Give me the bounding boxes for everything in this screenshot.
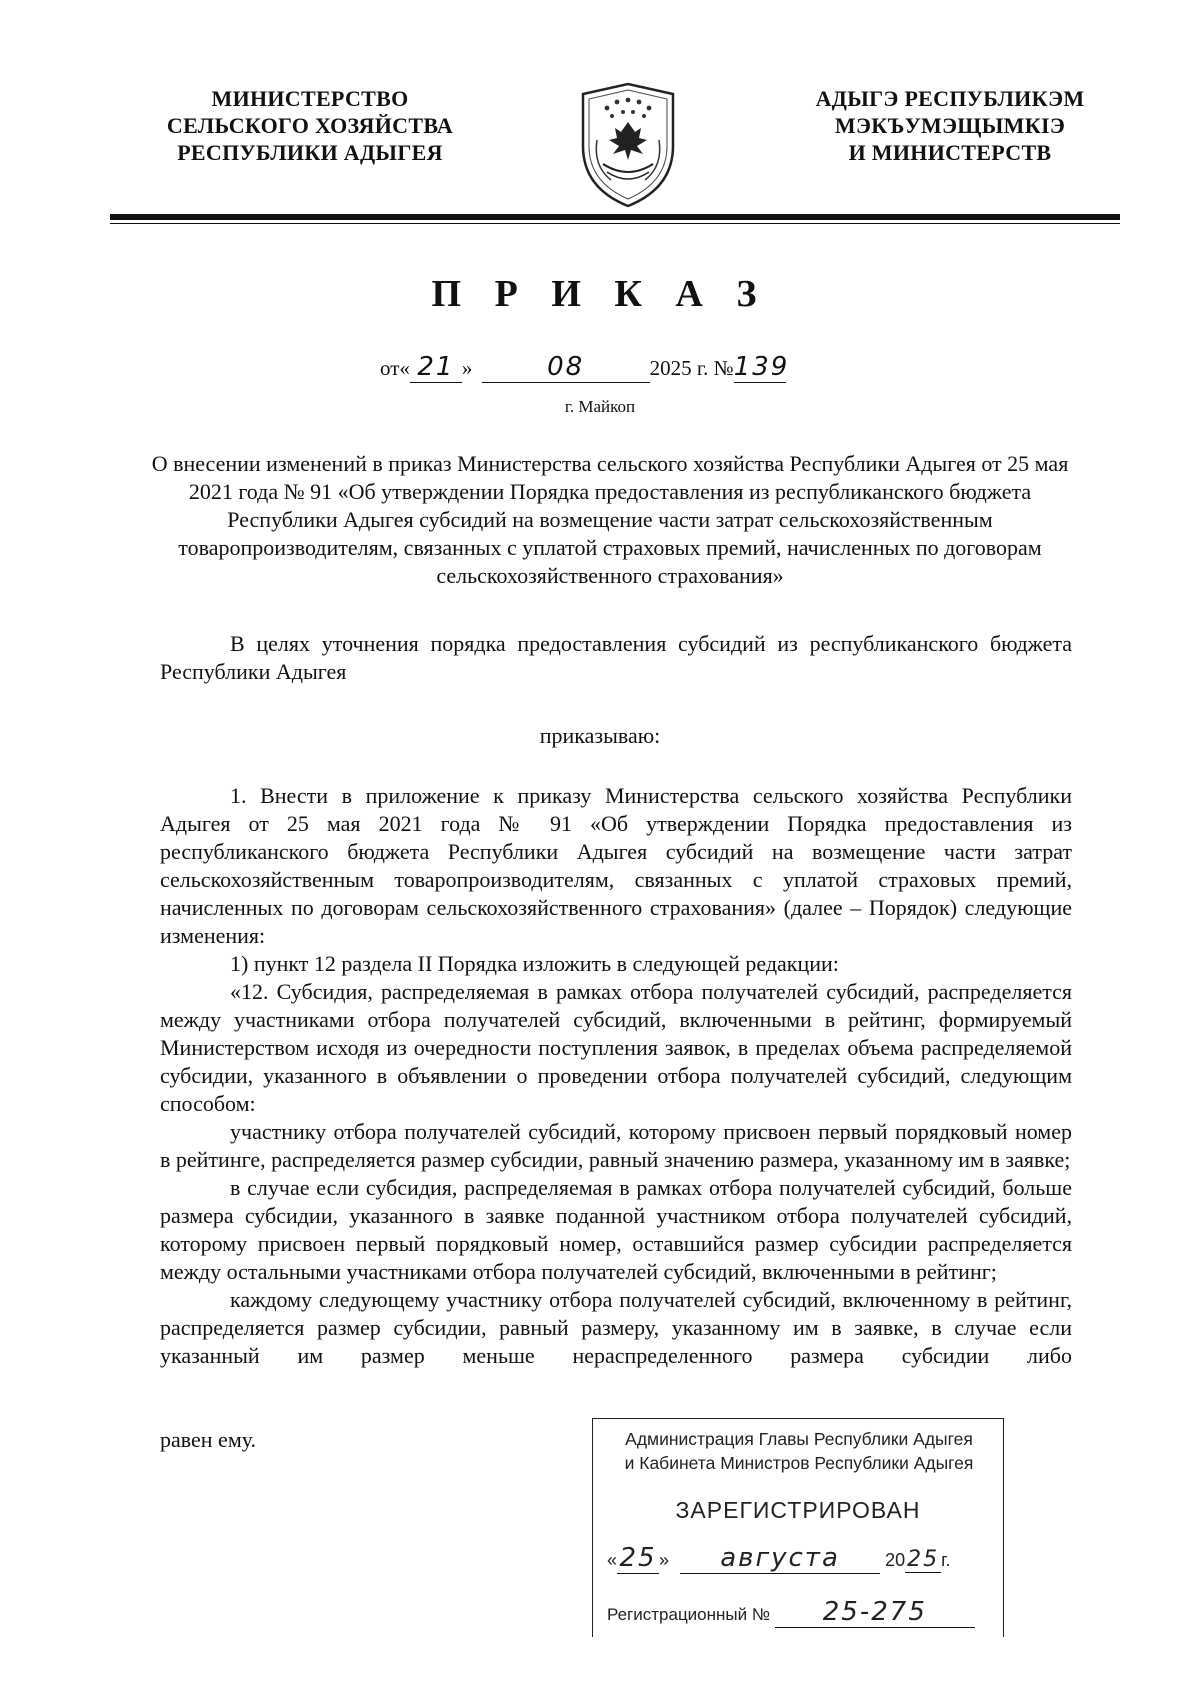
header-left-line: МИНИСТЕРСТВО xyxy=(211,86,409,111)
stamp-close-quote: » xyxy=(659,1550,670,1570)
header-right-line: И МИНИСТЕРСТВ xyxy=(848,140,1052,165)
date-month: 08 xyxy=(482,352,650,383)
stamp-reg-label: Регистрационный № xyxy=(607,1605,771,1624)
stamp-month: августа xyxy=(680,1543,880,1574)
header-right-line: МЭКЪУМЭЩЫМКІЭ xyxy=(834,113,1066,138)
header-divider-thick xyxy=(110,214,1120,220)
header-left-line: СЕЛЬСКОГО ХОЗЯЙСТВА xyxy=(166,113,454,138)
body-paragraph: «12. Субсидия, распределяемая в рамках отбора получателей субсидий, распределяется между участниками отбора получателей субсидий, включенными в рейтинг, формируемый Министерством исходя из очередности поступления заявок, в пределах объема распределяемой субсидии, указанного в объявлении о проведении отбора получателей субсидий, следующим способом: xyxy=(160,979,1072,1116)
date-year: 2025 г. xyxy=(649,356,709,380)
body-paragraph: 1. Внести в приложение к приказу Министерства сельского хозяйства Республики Адыгея от 25 мая 2021 года № 91 «Об утверждении Порядка предоставления из республиканского бюджета Республики Адыгея субсидий на возмещение части затрат сельскохозяйственным товаропроизводителям, связанных с уплатой страховых премий, начисленных по договорам сельскохозяйственного страхования» (далее – Порядок) следующие изменения: xyxy=(160,783,1072,948)
preamble xyxy=(160,630,1072,686)
stamp-registration xyxy=(607,1597,997,1631)
stamp-year-prefix: 20 xyxy=(885,1550,906,1570)
number-sign: № xyxy=(713,356,734,380)
stamp-day: 25 xyxy=(617,1543,659,1574)
ministry-name-russian xyxy=(150,85,470,166)
city: г. Майкоп xyxy=(564,397,636,416)
order-word: приказываю: xyxy=(539,723,661,748)
stamp-org-line: и Кабинета Министров Республики Адыгея xyxy=(624,1453,974,1473)
date-prefix: от xyxy=(380,356,400,380)
adygea-coat-of-arms-icon xyxy=(575,80,681,210)
date-open-quote: « xyxy=(399,356,410,380)
stamp-reg-number: 25-275 xyxy=(775,1597,975,1628)
order-subject: О внесении изменений в приказ Министерства сельского хозяйства Республики Адыгея от 25 мая 2021 года № 91 «Об утверждении Порядка предоставления из республиканского бюджета Республики Адыгея субсидий на возмещение части затрат сельскохозяйственным товаропроизводителям, связанных с уплатой страховых премий, начисленных по договорам сельскохозяйственного страхования» xyxy=(151,451,1069,588)
stamp-status: ЗАРЕГИСТРИРОВАН xyxy=(675,1497,921,1523)
header-divider-thin xyxy=(110,223,1120,224)
body-paragraph: каждому следующему участнику отбора получателей субсидий, включенному в рейтинг, распределяется размер субсидии, равный размеру, указанному им в заявке, в случае если указанный им размер меньше нераспределенного размера субсидии либо xyxy=(160,1287,1072,1368)
preamble-text: В целях уточнения порядка предоставления субсидий из республиканского бюджета Республики Адыгея xyxy=(160,631,1072,684)
date-close-quote: » xyxy=(461,356,473,380)
stamp-year-suffix: 25 xyxy=(907,1547,940,1572)
stamp-year-mark: г. xyxy=(941,1550,951,1570)
date-day: 21 xyxy=(410,352,462,383)
header-left-line: РЕСПУБЛИКИ АДЫГЕЯ xyxy=(177,140,443,165)
body-paragraph: 1) пункт 12 раздела II Порядка изложить в следующей редакции: xyxy=(230,951,839,976)
header-right-line: АДЫГЭ РЕСПУБЛИКЭМ xyxy=(815,86,1085,111)
body-paragraph: участнику отбора получателей субсидий, которому присвоен первый порядковый номер в рейтинге, распределяется размер субсидии, равный значению размера, указанному им в заявке; xyxy=(160,1119,1072,1172)
body-last-line: равен ему. xyxy=(160,1427,257,1452)
stamp-open-quote: « xyxy=(607,1550,618,1570)
ministry-name-adyghe xyxy=(790,85,1110,166)
order-date-line xyxy=(380,352,920,386)
order-number: 139 xyxy=(733,352,790,382)
document-title: П Р И К А З xyxy=(431,273,769,315)
stamp-org-line: Администрация Главы Республики Адыгея xyxy=(625,1429,973,1449)
registration-stamp xyxy=(592,1418,1004,1637)
body-paragraph: в случае если субсидия, распределяемая в рамках отбора получателей субсидий, больше размера субсидии, указанного в заявке поданной участником отбора получателей субсидий, которому присвоен первый порядковый номер, оставшийся размер субсидии распределяется между остальными участниками отбора получателей субсидий, включенными в рейтинг; xyxy=(160,1175,1072,1284)
stamp-organization xyxy=(603,1427,995,1475)
order-body xyxy=(160,782,1072,1370)
stamp-date xyxy=(607,1543,997,1579)
